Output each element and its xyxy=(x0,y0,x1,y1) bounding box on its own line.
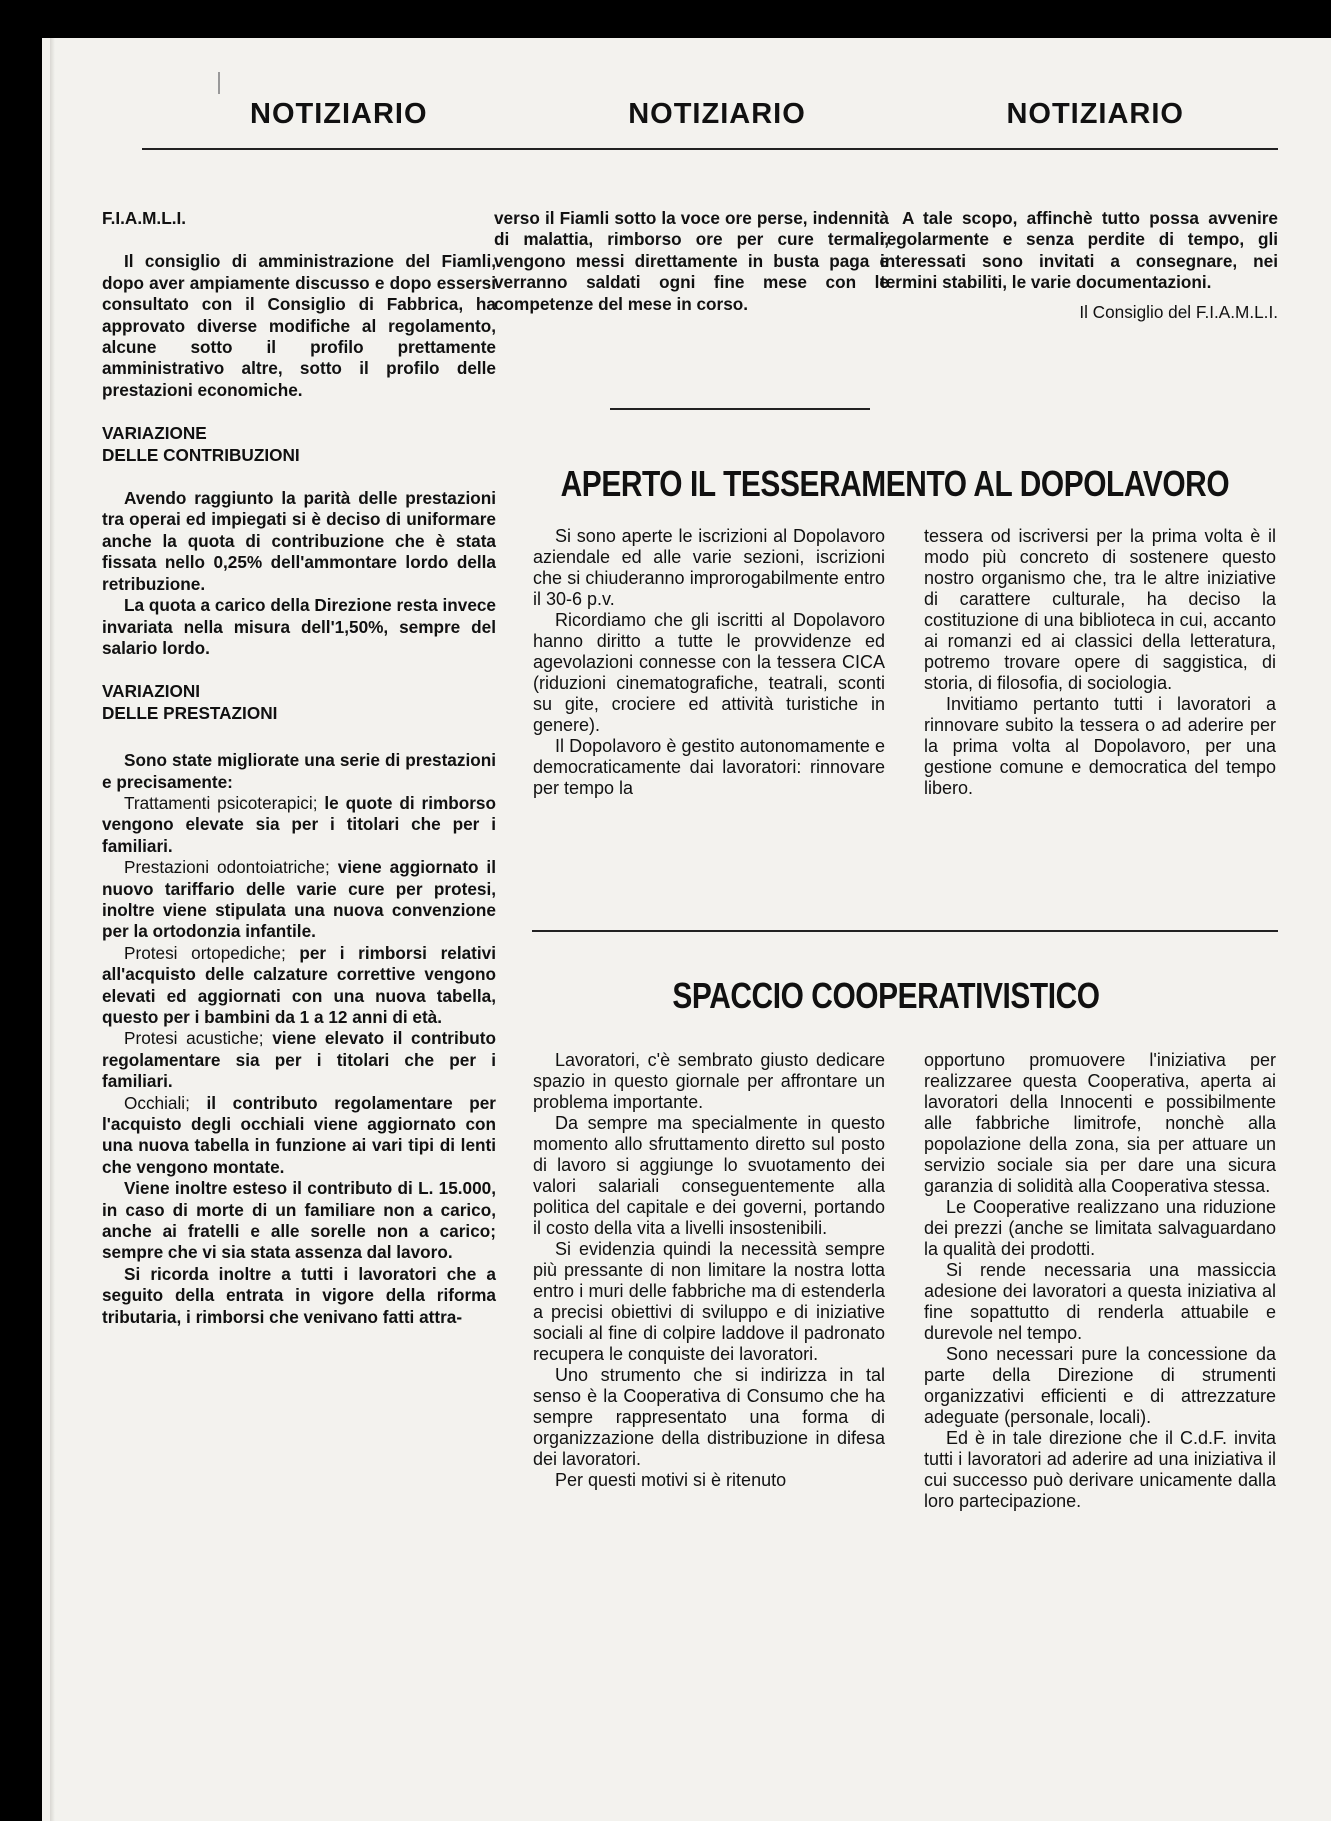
fiamli-closing xyxy=(880,208,1278,323)
paragraph: Ricordiamo che gli iscritti al Dopolavoro hanno diritto a tutte le provvidenze ed agevolazioni connesse con la tessera CICA (riduzioni cinematografiche, teatrali, sconti su gite, crociere ed attività turistiche in genere). xyxy=(533,610,885,735)
paragraph: Da sempre ma specialmente in questo momento allo sfruttamento diretto sul posto di lavoro si aggiunge lo svuotamento dei valori salariali conseguentemente alla politica del capitale e dei governi, portando il costo della vita a livelli insostenibili. xyxy=(533,1113,885,1238)
article-title: APERTO IL TESSERAMENTO AL DOPOLAVORO xyxy=(560,463,1230,504)
paragraph: Si evidenzia quindi la necessità sempre più pressante di non limitare la nostra lotta entro i muri delle fabbriche ma di estenderla a precisi obiettivi di sviluppo e di iniziative sociali al fine di colpire laddove il padronato recupera le conquiste dei lavoratori. xyxy=(533,1239,885,1364)
paragraph: Il Dopolavoro è gestito autonomamente e democraticamente dai lavoratori: rinnovare per tempo la xyxy=(533,736,885,798)
article-column xyxy=(924,526,1276,799)
list-item: Viene inoltre esteso il contributo di L. 15.000, in caso di morte di un familiare non a carico, anche ai fratelli e alle sorelle non a carico; sempre che vi sia stata assenza dal lavoro. xyxy=(102,1178,496,1263)
paragraph: Sono necessari pure la concessione da parte della Direzione di strumenti organizzativi efficienti e di attrezzature adeguate (personale, locali). xyxy=(924,1344,1276,1427)
masthead xyxy=(250,98,1184,138)
paragraph: A tale scopo, affinchè tutto possa avvenire regolarmente e senza perdite di tempo, gli interessati sono invitati a consegnare, nei termini stabiliti, le varie documentazioni. xyxy=(880,208,1278,293)
masthead-word: NOTIZIARIO xyxy=(628,98,806,130)
list-item: Si ricorda inoltre a tutti i lavoratori che a seguito della entrata in vigore della riforma tributaria, i rimborsi che venivano fatti attra- xyxy=(102,1263,496,1327)
paragraph: Si rende necessaria una massiccia adesione dei lavoratori a questa iniziativa al fine sopattutto di renderla attuabile e durevole nel tempo. xyxy=(924,1260,1276,1343)
page-crease xyxy=(50,38,55,1821)
section-title: DELLE PRESTAZIONI xyxy=(102,702,278,723)
paragraph: Si sono aperte le iscrizioni al Dopolavoro aziendale ed alle varie sezioni, iscrizioni che si chiuderanno improrogabilmente entro il 30-6 p.v. xyxy=(533,526,885,609)
section-title: VARIAZIONI xyxy=(102,681,201,702)
paragraph: Uno strumento che si indirizza in tal senso è la Cooperativa di Consumo che ha sempre rappresentato una forma di organizzazione della distribuzione in difesa dei lavoratori. xyxy=(533,1365,885,1469)
paragraph: Avendo raggiunto la parità delle prestazioni tra operai ed impiegati si è deciso di uniformare anche la quota di contribuzione che è stata fissata nello 0,25% dell'ammontare lordo della retribuzione. xyxy=(102,488,496,594)
masthead-word: NOTIZIARIO xyxy=(250,98,428,130)
article-column xyxy=(533,1050,885,1491)
paragraph: tessera od iscriversi per la prima volta è il modo più concreto di sostenere questo nostro organismo che, tra le altre iniziative di carattere culturale, ha deciso la costituzione di una biblioteca in cui, accanto ai romanzi ed ai classici della letteratura, potremo trovare opere di saggistica, di storia, di filosofia, di sociologia. xyxy=(924,526,1276,693)
paragraph: Per questi motivi si è ritenuto xyxy=(555,1470,787,1490)
fiamli-heading: F.I.A.M.L.I. xyxy=(102,208,187,228)
article-title: SPACCIO COOPERATIVISTICO xyxy=(672,975,1100,1016)
masthead-rule xyxy=(142,148,1278,150)
paragraph: Lavoratori, c'è sembrato giusto dedicare spazio in questo giornale per affrontare un problema importante. xyxy=(533,1050,885,1112)
paragraph: Invitiamo pertanto tutti i lavoratori a rinnovare subito la tessera o ad aderire per la prima volta al Dopolavoro, per una gestione comune e democratica del tempo libero. xyxy=(924,694,1276,798)
margin-mark xyxy=(218,72,220,94)
list-item: Protesi ortopediche; per i rimborsi relativi all'acquisto delle calzature correttive vengono elevati ed aggiornati con una nuova tabella, questo per i bambini da 1 a 12 anni di età. xyxy=(102,942,496,1027)
paragraph: Le Cooperative realizzano una riduzione dei prezzi (anche se limitata salvaguardano la qualità dei prodotti. xyxy=(924,1197,1276,1259)
article-column xyxy=(924,1050,1276,1512)
paragraph: verso il Fiamli sotto la voce ore perse, indennità di malattia, rimborso ore per cure termali, vengono messi direttamente in busta paga e verranno saldati ogni fine mese con le competenze del mese in corso. xyxy=(494,208,889,314)
list-item: Prestazioni odontoiatriche; viene aggiornato il nuovo tariffario delle varie cure per protesi, inoltre viene stipulata una nuova convenzione per la ortodonzia infantile. xyxy=(102,857,496,942)
divider xyxy=(610,408,870,410)
paragraph: Ed è in tale direzione che il C.d.F. invita tutti i lavoratori ad aderire ad una iniziativa il cui successo può derivare unicamente dalla loro partecipazione. xyxy=(924,1428,1276,1511)
fiamli-intro: Il consiglio di amministrazione del Fiamli, dopo aver ampiamente discusso e dopo essersi consultato con il Consiglio di Fabbrica, ha approvato diverse modifiche al regolamento, alcune sotto il profilo prettamente amministrativo altre, sotto il profilo delle prestazioni economiche. xyxy=(102,251,496,400)
list-item: Occhiali; il contributo regolamentare per l'acquisto degli occhiali viene aggiornato con una nuova tabella in funzione ai vari tipi di lenti che vengono montate. xyxy=(102,1092,496,1177)
paragraph: opportuno promuovere l'iniziativa per realizzaree questa Cooperativa, aperta ai lavoratori della Innocenti e possibilmente alle fabbriche limitrofe, nonchè alla popolazione della zona, sia per attuare un servizio sociale sia per dare una sicura garanzia di solidità alla Cooperativa stessa. xyxy=(924,1050,1276,1196)
paragraph: La quota a carico della Direzione resta invece invariata nella misura dell'1,50%, sempre del salario lordo. xyxy=(102,595,496,658)
section-title: DELLE CONTRIBUZIONI xyxy=(102,444,300,465)
article-column xyxy=(533,526,885,799)
fiamli-column xyxy=(102,208,496,1328)
masthead-word: NOTIZIARIO xyxy=(1006,98,1184,130)
fiamli-continuation xyxy=(494,208,889,315)
signature: Il Consiglio del F.I.A.M.L.I. xyxy=(1079,301,1278,322)
divider xyxy=(532,930,1278,932)
section-title: VARIAZIONE xyxy=(102,423,207,444)
list-item: Protesi acustiche; viene elevato il contributo regolamentare sia per i titolari che per i familiari. xyxy=(102,1028,496,1092)
paragraph: Sono state migliorate una serie di prestazioni e precisamente: xyxy=(102,750,496,792)
list-item: Trattamenti psicoterapici; le quote di rimborso vengono elevate sia per i titolari che per i familiari. xyxy=(102,792,496,856)
